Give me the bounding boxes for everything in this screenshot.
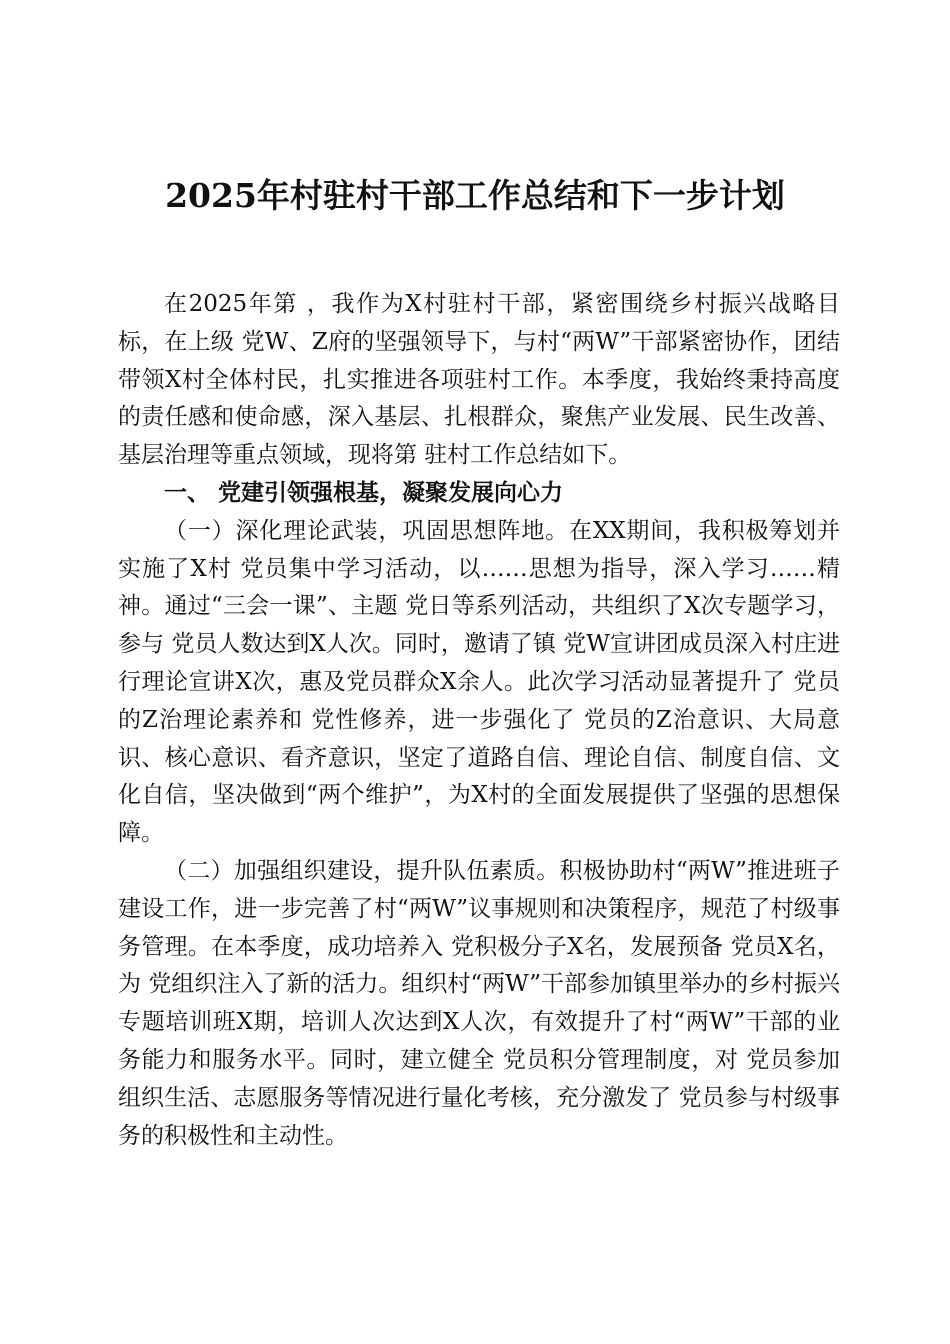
subsection-text-1: 在XX期间，我积极筹划并实施了X村 党员集中学习活动，以……思想为指导，深入学习……精神。通过“三会一课”、主题 党日等系列活动，共组织了X次专题学习，参与 党员人数达到X人次。同时，邀请了镇 党W宣讲团成员深入村庄进行理论宣讲X次，惠及党员群众X余人。此次学习活动显著提升了 党员的Z治理论素养和 党性修养，进一步强化了 党员的Z治意识、大局意识、核心意识、看齐意识，坚定了道路自信、理论自信、制度自信、文化自信，坚决做到“两个维护”，为X村的全面发展提供了坚强的思想保障。: [118, 517, 841, 847]
subsection-paragraph-1: [118, 513, 840, 853]
document-title: 2025年村驻村干部工作总结和下一步计划: [165, 176, 785, 215]
subsection-lead-2: （二）加强组织建设，提升队伍素质。: [164, 857, 560, 884]
section-heading-1: 一、 党建引领强根基，凝聚发展向心力: [164, 479, 564, 506]
subsection-lead-1: （一）深化理论武装，巩固思想阵地。: [164, 517, 570, 544]
document-body: [118, 286, 840, 1155]
intro-paragraph: 在2025年第 ，我作为X村驻村干部，紧密围绕乡村振兴战略目标，在上级 党W、Z府的坚强领导下，与村“两W”干部紧密协作，团结带领X村全体村民，扎实推进各项驻村工作。本季度，我始终秉持高度的责任感和使命感，深入基层、扎根群众，聚焦产业发展、民生改善、基层治理等重点领域，现将第 驻村工作总结如下。: [118, 291, 840, 469]
subsection-paragraph-2: [118, 853, 840, 1155]
subsection-text-2: 积极协助村“两W”推进班子建设工作，进一步完善了村“两W”议事规则和决策程序，规范了村级事务管理。在本季度，成功培养入 党积极分子X名，发展预备 党员X名，为 党组织注入了新的活力。组织村“两W”干部参加镇里举办的乡村振兴专题培训班X期，培训人次达到X人次，有效提升了村“两W”干部的业务能力和服务水平。同时，建立健全 党员积分管理制度，对 党员参加组织生活、志愿服务等情况进行量化考核，充分激发了 党员参与村级事务的积极性和主动性。: [118, 857, 840, 1149]
